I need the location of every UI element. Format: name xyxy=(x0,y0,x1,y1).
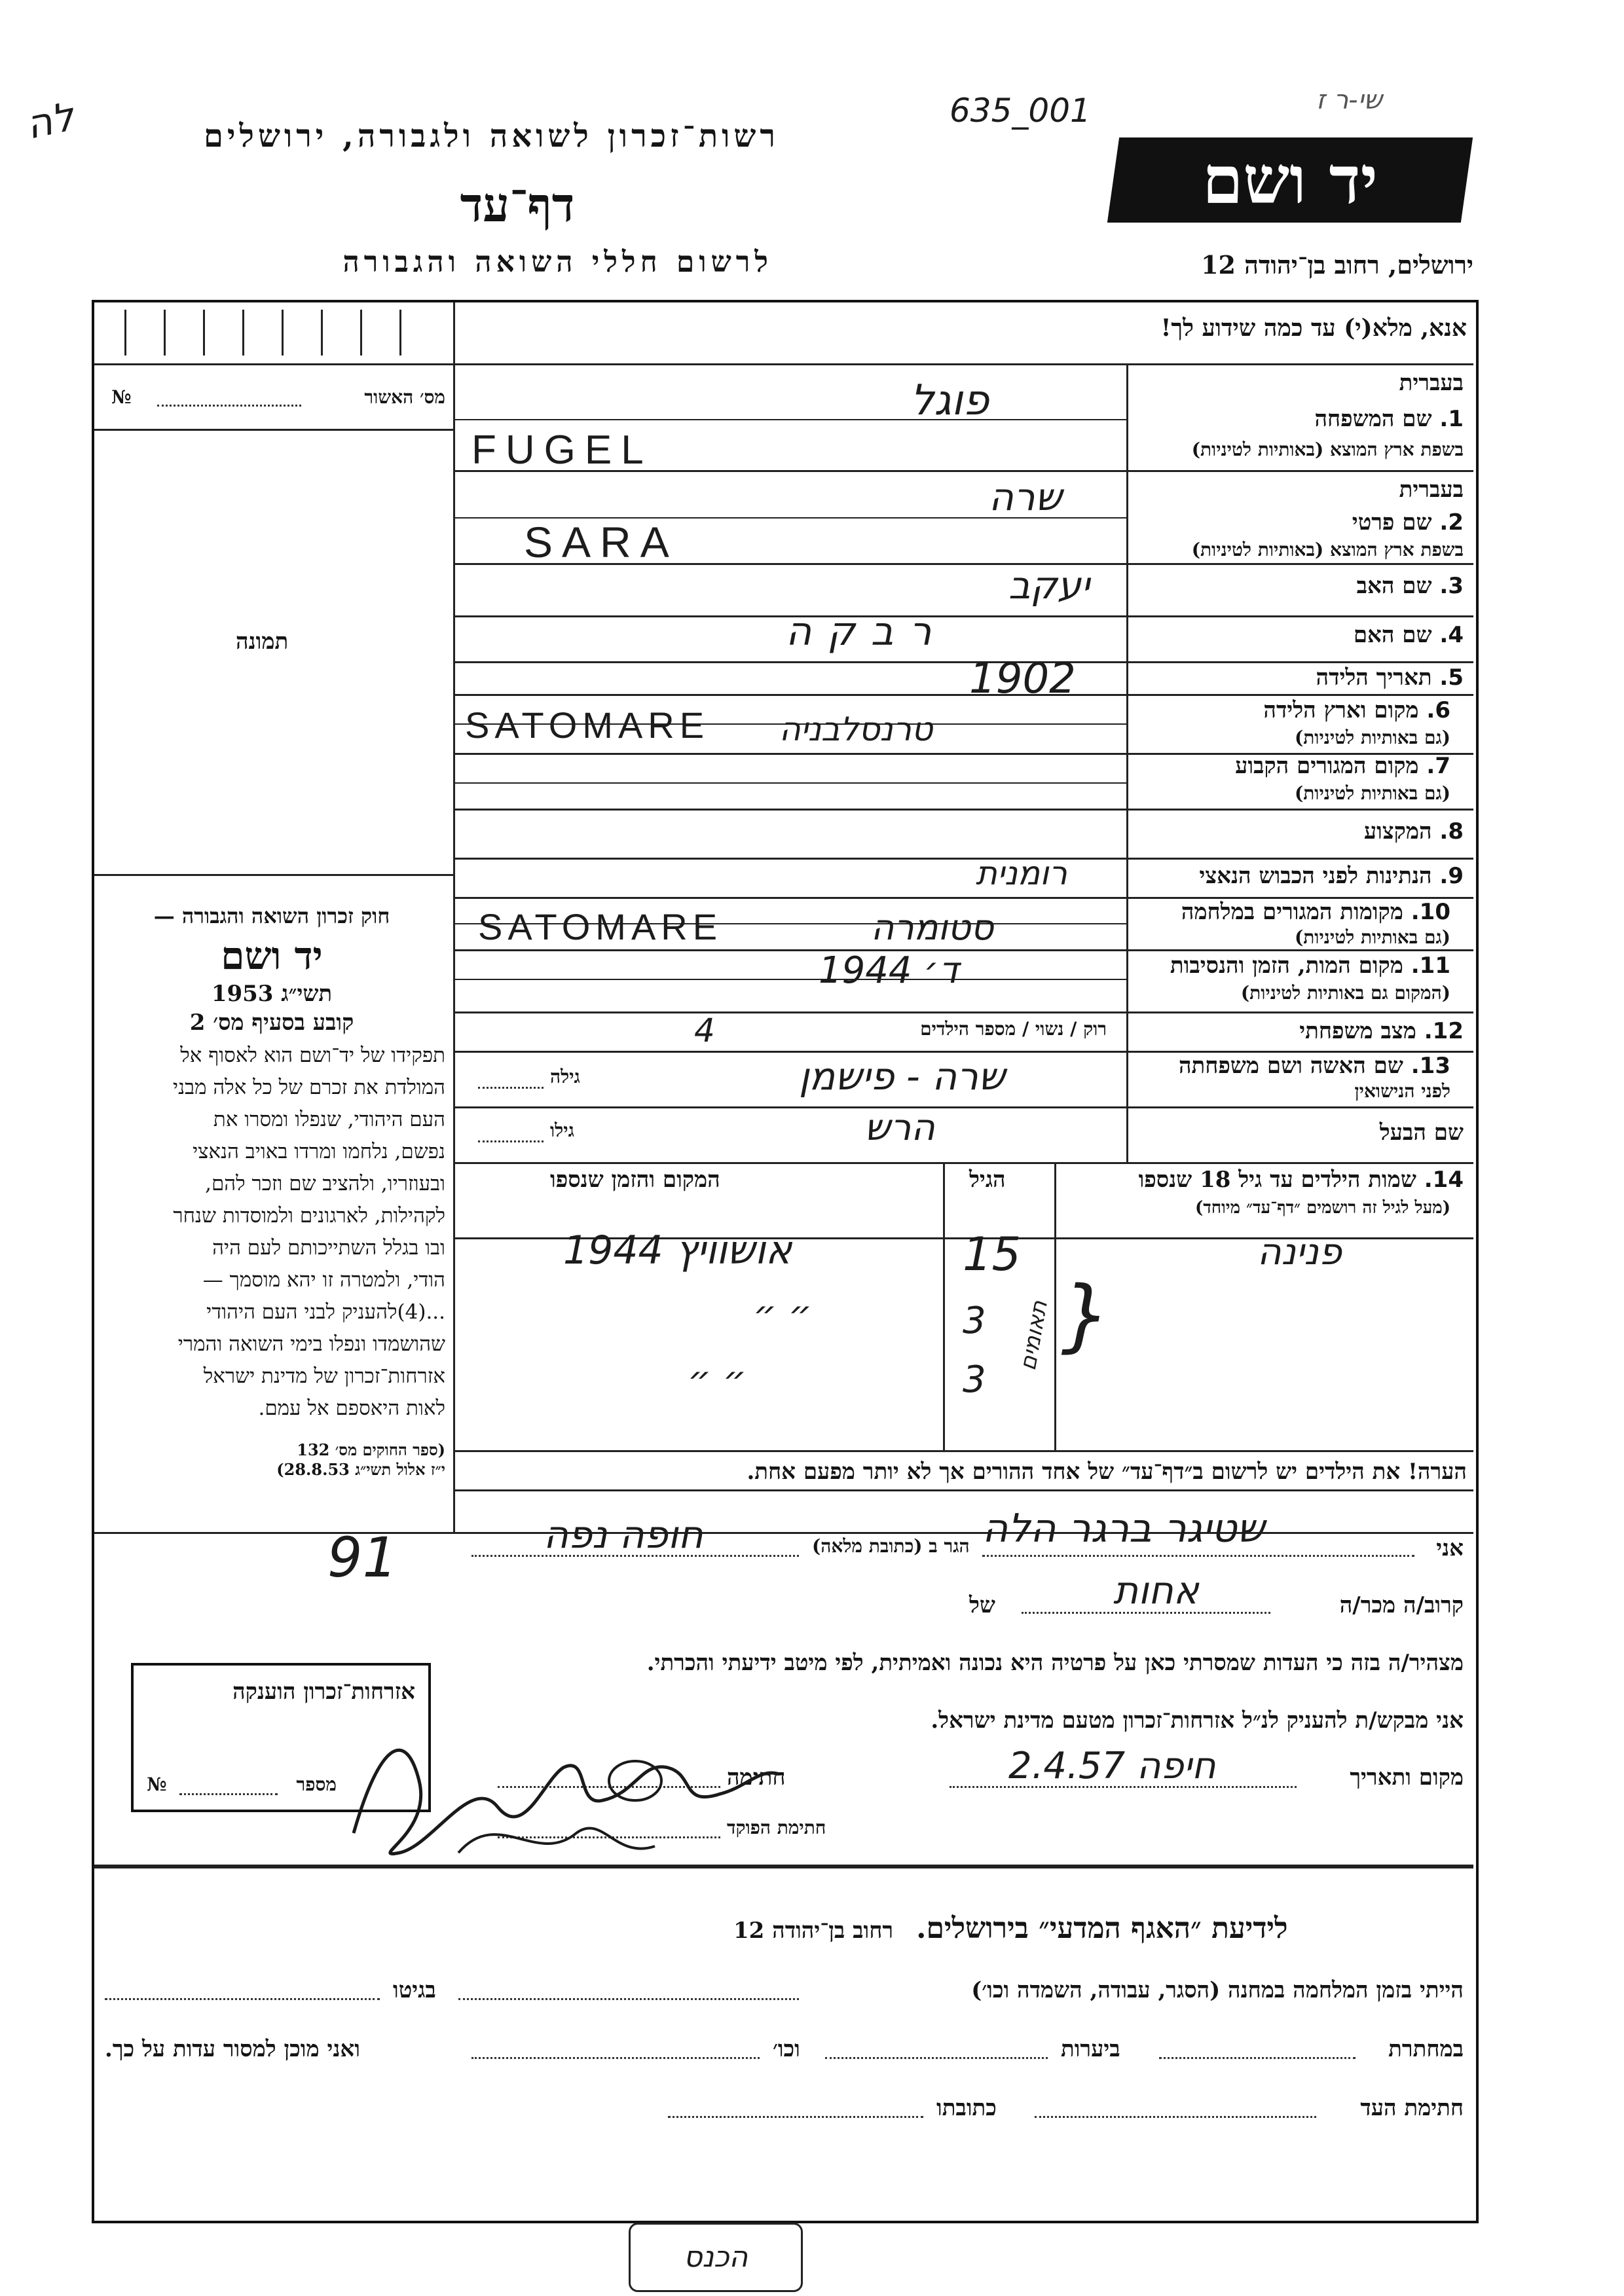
bottom-line1-a: הייתי בזמן המלחמה במחנה (הסגר, עבודה, השמדה וכו׳) xyxy=(971,1977,1464,2003)
page: לה רשות־זכרון לשואה ולגבורה, ירושלים דף־עד לרשום חללי השואה והגבורה 635_001 שי-ר ז יד ושם ירושלים, רחוב בן־יהודה 12 № מס׳ האשור תמונה חוק זכרון השואה והגבורה — יד ושם תשי״ג 1953 קובע בסעיף מס׳ 2 תפקידו של יד־ושם הוא לאסוף אל המולדת את זכרם של כל אלה מבני העם היהודי, שנפלו ומסרו את נפשם, נלחמו ומרדו באויב הנאצי ובעוזריו, ולהציב שם וזכר להם, לקהילות, לארגונים ולמוסדות שנחר ובו בגלל השתייכותם לעם היה הודי, ולמטרה זו יהא מוסמך — ...(4)להעניק לבני העם היהודי שהושמדו ונפלו בימי השואה והמרי אזרחות־זכרון של מדינת ישראל לאות היאספם אל עמם. (ספר החוקים מס׳ 132 י״ז אלול תשי״ג 28.8.53) אנא, מלא(י) עד כמה שידוע לך! בעברית 1. שם המשפחה בשפת ארץ המוצא (באותיות לטיניות) פוגל FUGEL בעברית 2. שם פרטי בשפת ארץ המוצא (באותיות לטיניות) שרה SARA 3. שם האב יעקב 4. שם האם רבקה 5. תאריך הלידה 1902 6. מקום וארץ הלידה (גם באותיות לטיניות) SATOMARE טרנסלבניה 7. מקום המגורים הקבוע (גם באותיות לטיניות) 8. המקצוע 9. הנתינות לפני הכבוש הנאצי רומנית 10. מקומות המגורים במלחמה (גם באותיות לטיניות) SATOMARE סטומרה 11. מקום המות, הזמן והנסיבות (המקום גם באותיות לטיניות) 1944 ד׳ 12. מצב משפחתי רוק / נשוי / מספר הילדים 4 13. שם האשה ושם משפחתה לפני הנישואין שרה - פישמן גילה שם הבעל הרש גילו 14. שמות הילדים עד גיל 18 שנספו (מעל לגיל זה רושמים ״דף־עד״ מיוחד) הגיל המקום והזמן שנספו פנינה 15 1944 אושוויץ 3 ״ ״ 3 ״ ״ תאומים } הערה! את הילדים יש לרשום ב״דף־עד״ של אחד ההורים אך לא יותר מפעם אחת. 91 אני שטיגר ברגר הלה הגר ב (כתובת מלאה) חופה נפה קרוב/ה מכר/ה אחות של מצהיר/ה בזה כי העדות שמסרתי כאן על פרטיה היא נכונה ואמיתית, לפי מיטב ידיעתי והכרתי. אני מבקש/ת להעניק לנ״ל אזרחות־זכרון מטעם מדינת ישראל. מקום ותאריך חיפה 2.4.57 חתימה חתימת הפוקד אזרחות־זכרון הוענקה מספר № לידיעת ״האגף המדעי״ בירושלים. רחוב בן־יהודה 12 הייתי בזמן המלחמה במחנה (הסגר, עבודה, השמדה וכו׳) בגיטו במחתרת ביערות וכו׳ ואני מוכן למסור עדות על כך. חתימת העד כתובתו הכנס xyxy=(0,0,1624,2296)
reference-number: 635_001 xyxy=(950,92,1091,130)
relation-of: של xyxy=(969,1592,995,1618)
bottom-line3-b: כתובתו xyxy=(936,2095,997,2121)
remark-line: הערה! את הילדים יש לרשום ב״דף־עד״ של אחד ההורים אך לא יותר מפעם אחת. xyxy=(747,1459,1467,1485)
bottom-title-row: לידיעת ״האגף המדעי״ בירושלים. רחוב בן־יהודה 12 xyxy=(733,1912,1288,1945)
wife-age-label: גילה xyxy=(550,1066,580,1087)
family-status-value: 4 xyxy=(694,1011,715,1049)
child-place-2: ״ ״ xyxy=(753,1293,812,1336)
place-date-value: חיפה 2.4.57 xyxy=(1008,1745,1216,1787)
address-line: ירושלים, רחוב בן־יהודה 12 xyxy=(1201,250,1473,280)
field-father-name: 3. שם האב xyxy=(1356,573,1464,599)
child-age-3: 3 xyxy=(963,1358,986,1401)
first-name-latin-value: SARA xyxy=(524,518,678,566)
birth-date-value: 1902 xyxy=(969,655,1076,703)
form-subtitle: לרשום חללי השואה והגבורה xyxy=(342,246,773,279)
child-age-1: 15 xyxy=(963,1228,1022,1281)
bottom-line2-c: וכו׳ xyxy=(773,2036,800,2062)
bottom-line1-b: בגיטו xyxy=(393,1977,436,2003)
law-box xyxy=(98,903,445,1480)
intro-line: אנא, מלא(י) עד כמה שידוע לך! xyxy=(1160,314,1467,342)
surname-hebrew-value: פוגל xyxy=(910,376,989,425)
law-clause: קובע בסעיף מס׳ 2 xyxy=(189,1010,354,1036)
children-age-header: הגיל xyxy=(969,1167,1006,1193)
margin-number: 91 xyxy=(327,1525,397,1590)
form-title: דף־עד xyxy=(460,177,575,232)
child-age-2: 3 xyxy=(963,1300,986,1342)
twins-note: תאומים xyxy=(1014,1298,1053,1373)
husband-age-label: גילו xyxy=(550,1120,574,1141)
declarant-ani: אני xyxy=(1436,1535,1464,1561)
declarant-address-label: הגר ב (כתובת מלאה) xyxy=(812,1535,970,1557)
child-name-1: פנינה xyxy=(1257,1231,1342,1273)
bottom-line2-a: במחתרת xyxy=(1388,2036,1464,2062)
child-place-3: ״ ״ xyxy=(688,1358,747,1401)
declaration-text: מצהיר/ה בזה כי העדות שמסרתי כאן על פרטיה היא נכונה ואמיתית, לפי מיטב ידיעתי והכרתי. xyxy=(646,1650,1464,1676)
wife-name-value: שרה - פישמן xyxy=(799,1054,1006,1099)
request-text: אני מבקש/ת להעניק לנ״ל אזרחות־זכרון מטעם מדינת ישראל. xyxy=(931,1707,1464,1734)
place-date-label: מקום ותאריך xyxy=(1350,1764,1464,1791)
officer-signature-label: חתימת הפוקד xyxy=(727,1817,826,1838)
law-year: תשי״ג 1953 xyxy=(211,981,333,1007)
declarant-name: שטיגר ברגר הלה xyxy=(982,1506,1265,1552)
authority-line: רשות־זכרון לשואה ולגבורה, ירושלים xyxy=(203,118,779,155)
stamp: הכנס xyxy=(629,2223,803,2292)
field-citizenship: 9. הנתינות לפני הכבוש הנאצי xyxy=(1199,863,1464,889)
surname-latin-value: FUGEL xyxy=(471,428,653,473)
husband-name-value: הרש xyxy=(864,1106,935,1149)
law-source-2: י״ז אלול תשי״ג 28.8.53) xyxy=(276,1460,445,1479)
margin-note: לה xyxy=(22,94,79,149)
citizenship-box: אזרחות־זכרון הוענקה מספר № xyxy=(131,1663,431,1812)
death-place-value: 1944 ד׳ xyxy=(819,949,959,992)
relation-label: קרוב/ה מכר/ה xyxy=(1339,1592,1464,1618)
mother-name-value: רבקה xyxy=(786,609,948,655)
wartime-residence-latin-value: SATOMARE xyxy=(478,906,723,947)
wartime-residence-hebrew-value: סטומרה xyxy=(871,907,994,948)
citizenship-value: רומנית xyxy=(976,854,1067,892)
law-source-1: (ספר החוקים מס׳ 132 xyxy=(297,1440,445,1459)
birth-place-latin-value: SATOMARE xyxy=(465,704,710,746)
field-occupation: 8. המקצוע xyxy=(1363,818,1464,845)
field-mother-name: 4. שם האם xyxy=(1353,622,1464,648)
law-title: חוק זכרון השואה והגבורה — xyxy=(153,903,390,928)
brace-mark: } xyxy=(1061,1270,1111,1361)
yad-vashem-logo: יד ושם xyxy=(1107,137,1473,223)
serial-boxes xyxy=(98,304,452,362)
field-husband-name: שם הבעל xyxy=(1379,1120,1464,1146)
relation-value: אחות xyxy=(1113,1568,1199,1613)
family-status-options: רוק / נשוי / מספר הילדים xyxy=(920,1018,1107,1040)
signature-label: חתימה xyxy=(727,1764,786,1791)
bottom-line3-a: חתימת העד xyxy=(1360,2095,1464,2121)
law-text: תפקידו של יד־ושם הוא לאסוף אל המולדת את זכרם של כל אלה מבני העם היהודי, שנפלו ומסרו את נפשם, נלחמו ומרדו באויב הנאצי ובעוזריו, ולהציב שם וזכר להם, לקהילות, לארגונים ולמוסדות שנחר ובו בגלל השתייכותם לעם היה הודי, ולמטרה זו יהא מוסמך — ...(4)להעניק לבני העם היהודי שהושמדו ונפלו בימי השואה והמרי אזרחות־זכרון של מדינת ישראל לאות היאספם אל עמם. xyxy=(172,1044,445,1420)
father-name-value: יעקב xyxy=(1008,563,1090,608)
children-place-header: המקום והזמן שנספו xyxy=(550,1167,720,1193)
birth-place-hebrew-value: טרנסלבניה xyxy=(779,710,933,748)
bottom-line2-d: ואני מוכן למסור עדות על כך. xyxy=(105,2036,360,2062)
field-birth-date: 5. תאריך הלידה xyxy=(1316,665,1464,691)
law-name: יד ושם xyxy=(221,934,323,978)
photo-label: תמונה xyxy=(236,629,289,655)
top-marks: שי-ר ז xyxy=(1316,85,1382,115)
bottom-line2-b: ביערות xyxy=(1061,2036,1120,2062)
first-name-hebrew-value: שרה xyxy=(989,475,1062,519)
field-family-status: 12. מצב משפחתי xyxy=(1299,1018,1464,1044)
child-place-1: 1944 אושוויץ xyxy=(563,1228,792,1273)
declarant-address: חופה נפה xyxy=(544,1512,703,1557)
